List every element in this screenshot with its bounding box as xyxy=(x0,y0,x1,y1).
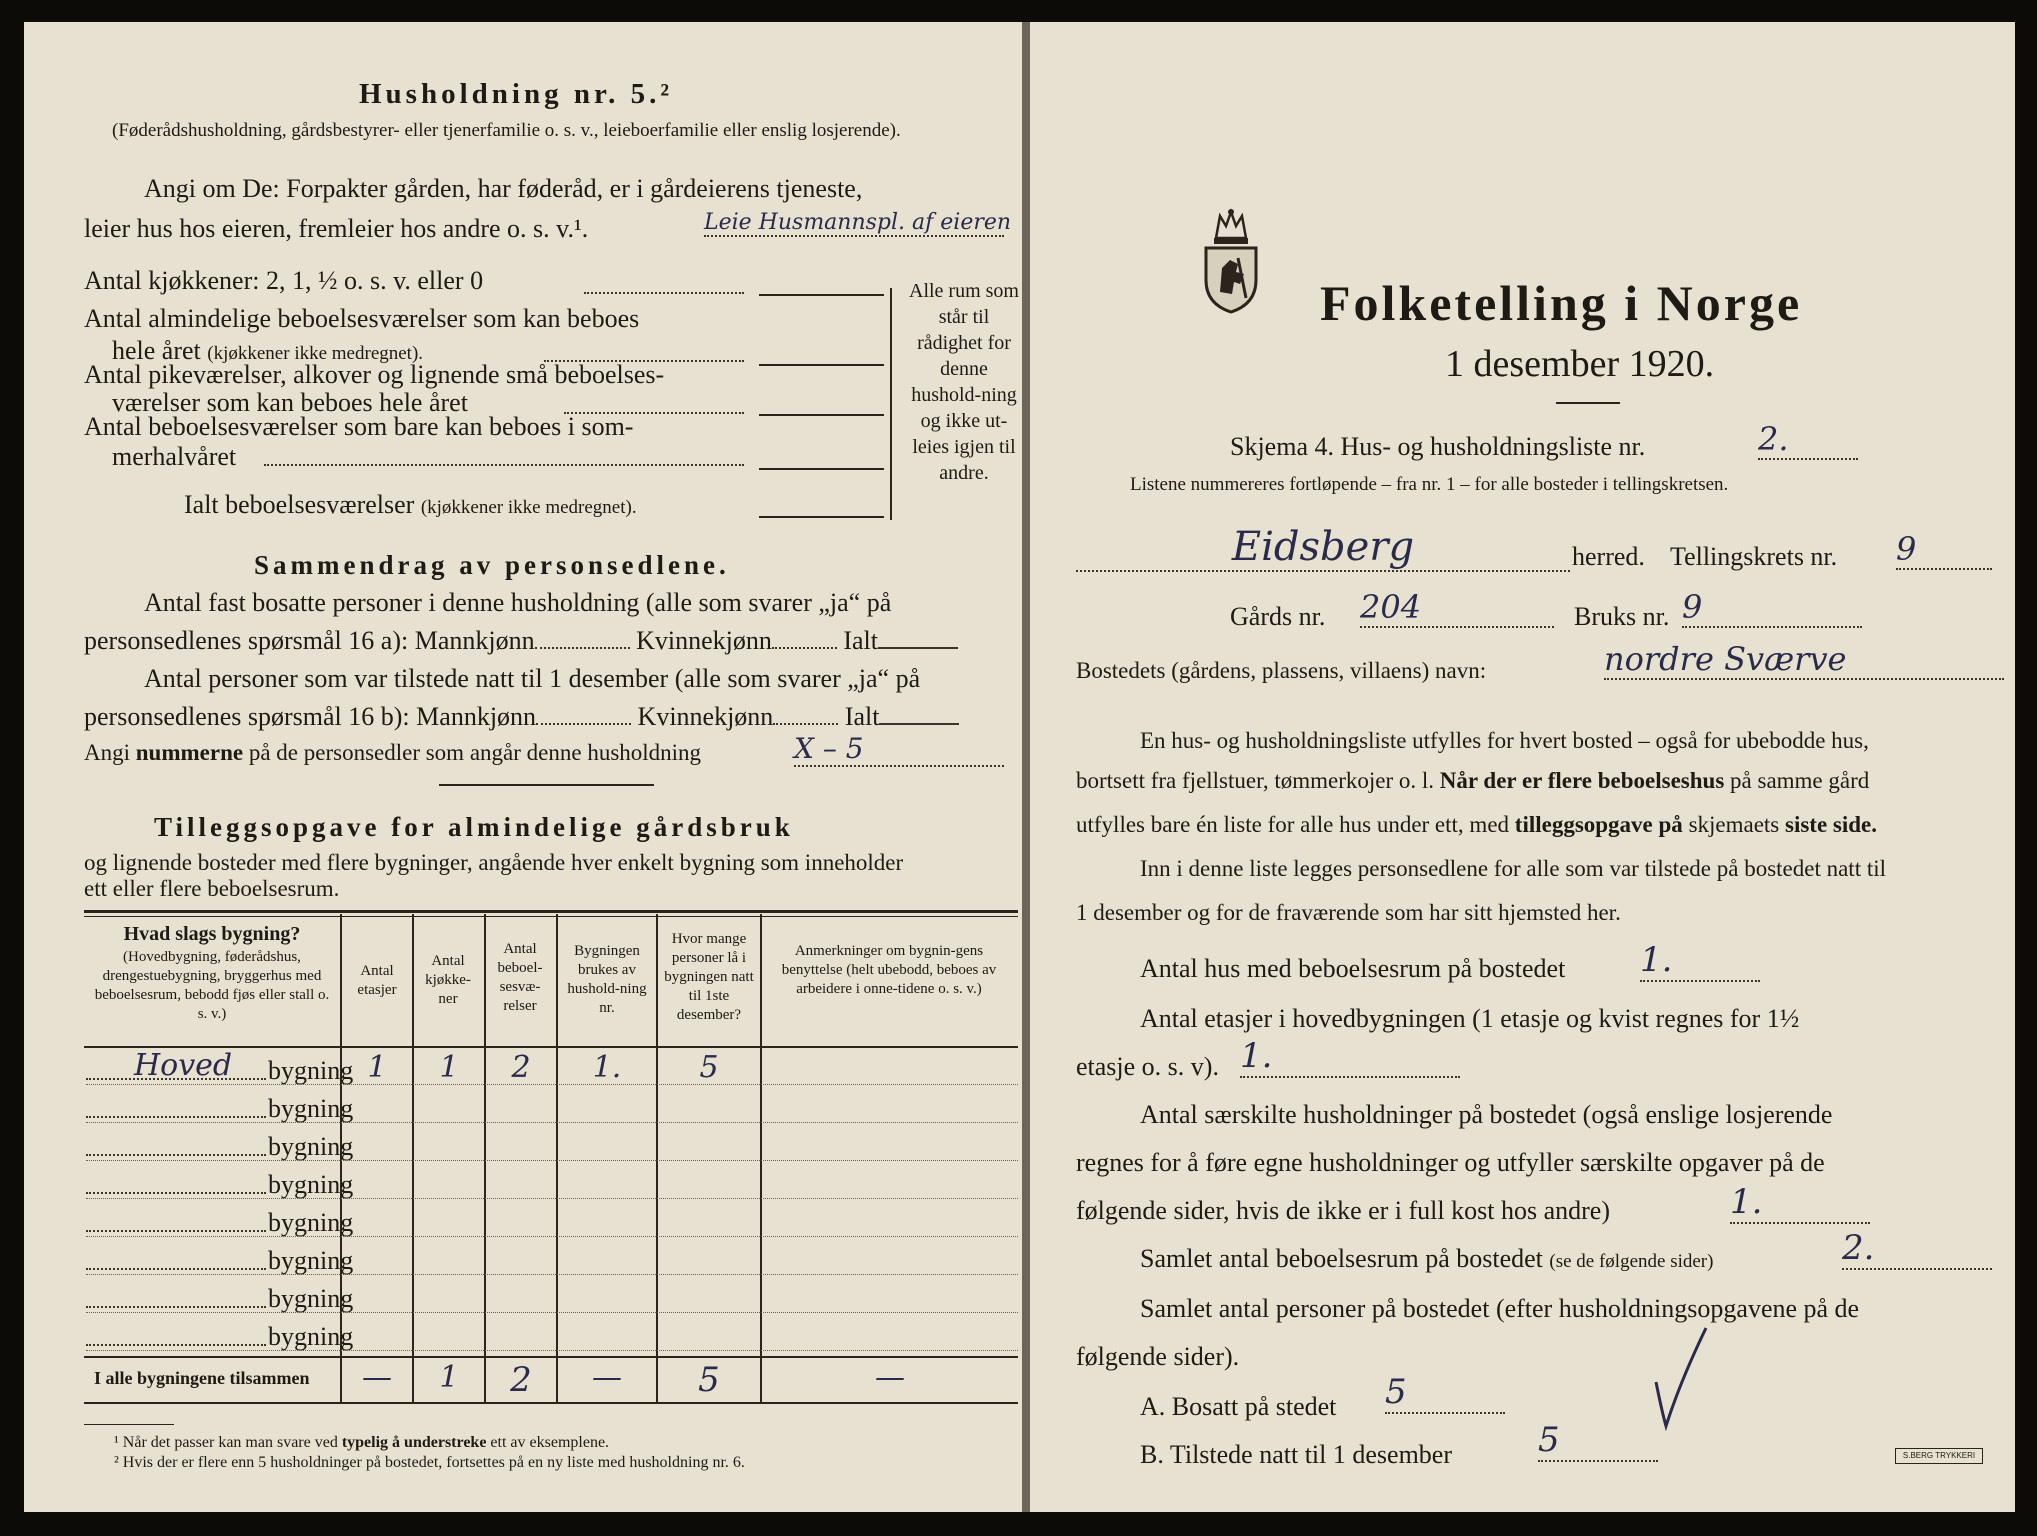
bosted-answer: nordre Sværve xyxy=(1604,640,2004,680)
supplement-p1: og lignende bosteder med flere bygninger, angående hver enkelt bygning som inneholder xyxy=(84,850,904,875)
col-kitchens: Antal kjøkke-ner xyxy=(425,953,471,1007)
row-building-suffix: bygning xyxy=(268,1170,354,1199)
kitchens-answer-line xyxy=(759,294,884,296)
q-floors-2: etasje o. s. v). xyxy=(1076,1052,1219,1081)
gards-answer: 204 xyxy=(1360,588,1554,628)
person-numbers-answer: X – 5 xyxy=(794,732,1004,767)
maid-rooms-2: værelser som kan beboes hele året xyxy=(112,388,468,417)
person-numbers-label: Angi nummerne på de personsedler som angår denne husholdning xyxy=(84,740,702,765)
supplement-p2: ett eller flere beboelsesrum. xyxy=(84,876,340,901)
angi-line-2: leier hus hos eieren, fremleier hos andre o. s. v.¹. xyxy=(84,214,589,243)
gards-label: Gårds nr. xyxy=(1230,602,1326,631)
row-building-suffix: bygning xyxy=(268,1132,354,1161)
a-floors: 1. xyxy=(1240,1036,1460,1078)
herred-answer: Eidsberg xyxy=(1076,524,1570,572)
row-building-suffix: bygning xyxy=(268,1056,354,1085)
tellingskrets-answer: 9 xyxy=(1896,530,1992,570)
footnote-divider xyxy=(84,1424,174,1425)
right-page xyxy=(1030,22,2015,1512)
row-building-suffix: bygning xyxy=(268,1284,354,1313)
footnote-2: ² Hvis der er flere enn 5 husholdninger på bostedet, fortsettes på en ny liste med husholdning nr. 6. xyxy=(114,1454,745,1471)
para1-line2: bortsett fra fjellstuer, tømmerkojer o. l. Når der er flere beboelseshus på samme gård xyxy=(1076,768,1870,793)
summary-p1b: personsedlenes spørsmål 16 a): Mannkjønn Kvinnekjønn Ialt xyxy=(84,626,958,656)
bruks-answer: 9 xyxy=(1682,588,1862,628)
maid-rooms-1: Antal pikeværelser, alkover og lignende små beboelses- xyxy=(84,360,665,389)
total-kitchens: 1 xyxy=(439,1360,459,1395)
household-subtitle: (Føderådshusholdning, gårdsbestyrer- eller tjenerfamilie o. s. v., leieboerfamilie eller enslig losjerende). xyxy=(112,120,901,141)
a-bosatt-label: A. Bosatt på stedet xyxy=(1140,1392,1337,1421)
col-floors: Antal etasjer xyxy=(357,963,397,998)
q-rooms: Samlet antal beboelsesrum på bostedet (se de følgende sider) xyxy=(1140,1244,1714,1273)
herred-label: herred. xyxy=(1572,542,1645,571)
a-houses: 1. xyxy=(1640,940,1760,982)
skjema-answer: 2. xyxy=(1758,420,1858,460)
a-rooms: 2. xyxy=(1842,1228,1992,1270)
col-household: Bygningen brukes av hushold-ning nr. xyxy=(567,943,647,1016)
total-floors: — xyxy=(362,1360,392,1395)
summary-title: Sammendrag av personsedlene. xyxy=(254,550,730,580)
left-page xyxy=(24,22,1022,1512)
rooms-yearround-answer-line xyxy=(759,364,884,366)
row-building-suffix: bygning xyxy=(268,1208,354,1237)
row-kitchens: 1 xyxy=(439,1050,459,1085)
totals-label: I alle bygningene tilsammen xyxy=(94,1368,310,1388)
kitchens-dots xyxy=(584,274,744,294)
q-persons-2: følgende sider). xyxy=(1076,1342,1240,1371)
a-households: 1. xyxy=(1730,1182,1870,1224)
rooms-yearround-1: Antal almindelige beboelsesværelser som kan beboes xyxy=(84,304,640,333)
q-households-1: Antal særskilte husholdninger på bostedet (også enslige losjerende xyxy=(1140,1100,1833,1129)
rooms-yearround-2: hele året (kjøkkener ikke medregnet). xyxy=(112,336,424,365)
row-household: 1. xyxy=(592,1050,622,1085)
summer-rooms-2: merhalvåret xyxy=(112,442,237,471)
row-building-suffix: bygning xyxy=(268,1094,354,1123)
q-floors-1: Antal etasjer i hovedbygningen (1 etasje og kvist regnes for 1½ xyxy=(1140,1004,1800,1033)
row-persons: 5 xyxy=(699,1050,719,1085)
printer-stamp: S.BERG TRYKKERI xyxy=(1895,1448,1983,1464)
summary-p2b: personsedlenes spørsmål 16 b): Mannkjønn Kvinnekjønn Ialt xyxy=(84,702,959,732)
page-fold xyxy=(1022,22,1030,1512)
household-title: Husholdning nr. 5.² xyxy=(359,78,674,110)
section-divider xyxy=(439,784,654,786)
maid-rooms-dots xyxy=(564,394,744,414)
title-divider xyxy=(1556,402,1620,404)
q-households-2: regnes for å føre egne husholdninger og utfyller særskilte opgaver på de xyxy=(1076,1148,1825,1177)
col-building-title: Hvad slags bygning? xyxy=(123,923,301,945)
check-mark xyxy=(1650,1322,1710,1432)
supplement-title: Tilleggsopgave for almindelige gårdsbruk xyxy=(154,812,794,842)
para1-line1: En hus- og husholdningsliste utfylles for hvert bosted – også for ubebodde hus, xyxy=(1140,728,1869,753)
summer-rooms-1: Antal beboelsesværelser som bare kan beboes i som- xyxy=(84,412,634,441)
total-persons: 5 xyxy=(698,1360,720,1400)
summary-p2a: Antal personer som var tilstede natt til 1 desember (alle som svarer „ja“ på xyxy=(144,664,921,693)
summary-p1a: Antal fast bosatte personer i denne husholdning (alle som svarer „ja“ på xyxy=(144,588,892,617)
total-rooms: 2 xyxy=(510,1360,532,1400)
summer-rooms-dots xyxy=(264,446,744,466)
rooms-yearround-dots xyxy=(544,342,744,362)
total-remarks: — xyxy=(875,1360,905,1395)
census-title: Folketelling i Norge xyxy=(1320,275,1803,331)
coat-of-arms-icon xyxy=(1200,208,1262,314)
maid-rooms-answer-line xyxy=(759,414,884,416)
brace xyxy=(890,288,892,520)
kitchens-label: Antal kjøkkener: 2, 1, ½ o. s. v. eller 0 xyxy=(84,266,484,295)
row-building-type: Hoved xyxy=(134,1048,233,1083)
row-building-suffix: bygning xyxy=(268,1246,354,1275)
col-building-note: (Hovedbygning, føderådshus, drengestuebygning, bryggerhus med beboelsesrum, bebodd fjøs eller stall o. s. v.) xyxy=(94,949,330,1022)
col-remarks: Anmerkninger om bygnin-gens benyttelse (helt ubebodd, beboes av arbeidere i onne-tidene o. s. v.) xyxy=(781,943,997,997)
q-households-3: følgende sider, hvis de ikke er i full kost hos andre) xyxy=(1076,1196,1610,1225)
para2-line1: Inn i denne liste legges personsedlene for alle som var tilstede på bostedet natt til xyxy=(1140,856,1887,881)
row-building-suffix: bygning xyxy=(268,1322,354,1351)
b-tilstede-value: 5 xyxy=(1538,1420,1658,1462)
angi-answer: Leie Husmannspl. af eieren xyxy=(704,210,1012,235)
q-houses: Antal hus med beboelsesrum på bostedet xyxy=(1140,954,1566,983)
angi-line-1: Angi om De: Forpakter gården, har føderåd, er i gårdeierens tjeneste, xyxy=(144,174,863,203)
bosted-label: Bostedets (gårdens, plassens, villaens) navn: xyxy=(1076,658,1487,683)
tellingskrets-label: Tellingskrets nr. xyxy=(1670,542,1838,571)
para1-line3: utfylles bare én liste for alle hus under ett, med tilleggsopgave på skjemaets siste side. xyxy=(1076,812,1878,837)
skjema-label: Skjema 4. Hus- og husholdningsliste nr. xyxy=(1230,432,1646,461)
summer-rooms-answer-line xyxy=(759,468,884,470)
col-rooms: Antal beboel-sesvæ-relser xyxy=(497,941,543,1014)
col-persons: Hvor mange personer lå i bygningen natt til 1ste desember? xyxy=(664,931,754,1023)
footnote-1: ¹ Når det passer kan man svare ved typelig å understreke ett av eksemplene. xyxy=(114,1434,610,1451)
brace-note: Alle rum som står til rådighet for denne hushold-ning og ikke ut-leies igjen til andre. xyxy=(909,280,1019,484)
row-floors: 1 xyxy=(367,1050,387,1085)
listene-note: Listene nummereres fortløpende – fra nr. 1 – for alle bosteder i tellingskretsen. xyxy=(1130,474,1729,495)
total-household: — xyxy=(592,1360,622,1395)
total-rooms-label: Ialt beboelsesværelser (kjøkkener ikke medregnet). xyxy=(184,490,637,519)
row-rooms: 2 xyxy=(511,1050,531,1085)
total-rooms-answer-line xyxy=(759,516,884,518)
q-persons-1: Samlet antal personer på bostedet (efter husholdningsopgavene på de xyxy=(1140,1294,1860,1323)
para2-line2: 1 desember og for de fraværende som har sitt hjemsted her. xyxy=(1076,900,1621,925)
census-date: 1 desember 1920. xyxy=(1445,343,1715,385)
bruks-label: Bruks nr. xyxy=(1574,602,1670,631)
a-bosatt-value: 5 xyxy=(1385,1372,1505,1414)
b-tilstede-label: B. Tilstede natt til 1 desember xyxy=(1140,1440,1452,1469)
